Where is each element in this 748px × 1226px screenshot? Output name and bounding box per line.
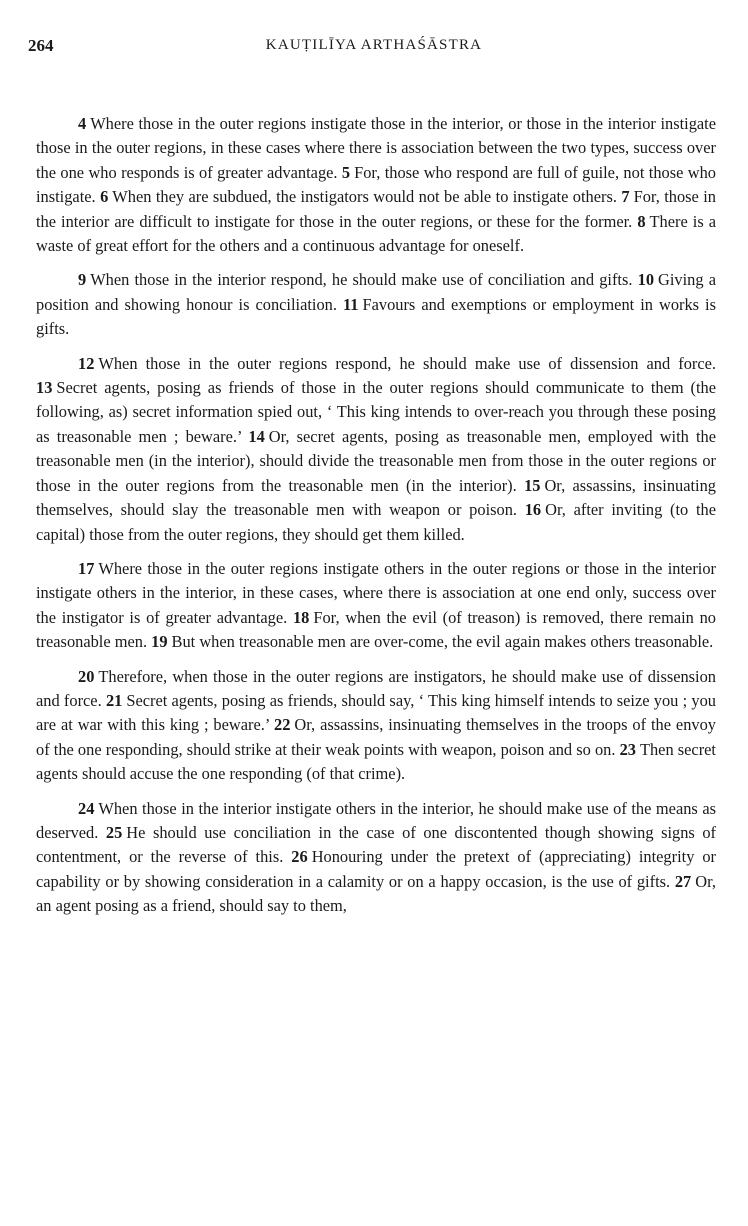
sentence-number: 16 [524,500,542,520]
sentence-text: For, when the evil (of treason) is removed, there remain no treasonable men. [36,607,716,652]
sentence-text: Where those in the outer regions instigate those in the interior, or those in the interior instigate those in the outer regions, in these cases where there is association between the two types, success over the one who responds is of greater advantage. [36,114,716,182]
sentence-text: For, those in the interior are difficult to instigate for those in the outer regions, or these for the former. [36,187,716,231]
sentence-text: Secret agents, posing as friends of those in the outer regions should communicate to them (the following, as) secret information spied out, ‘ This king intends to over-reach you through these posing as treasonable men ; beware.’ [36,378,716,446]
sentence-text: Then secret agents should accuse the one responding (of that crime). [36,739,716,784]
paragraph [36,112,716,258]
sentence-number: 17 [78,558,95,578]
sentence-number: 6 [100,187,109,207]
sentence-number: 7 [621,187,630,207]
sentence-text: Or, assassins, insinuating themselves in the troops of the envoy of the one responding, should strike at their weak points with weapon, poison and so on. [36,715,716,759]
sentence-text: When those in the outer regions respond, he should make use of dissension and force. [98,353,716,373]
sentence-number: 14 [248,426,265,446]
sentence-number: 20 [78,666,95,686]
sentence-number: 26 [291,847,308,867]
sentence-text: Or, after inviting (to the capital) those from the outer regions, they should get them killed. [36,500,716,544]
sentence-number: 22 [274,715,291,735]
sentence-text: When those in the interior respond, he should make use of conciliation and gifts. [90,270,633,290]
sentence-text: But when treasonable men are over-come, the evil again makes others treasonable. [171,632,714,652]
sentence-text: Favours and exemptions or employment in works is gifts. [36,294,716,339]
sentence-number: 13 [36,378,53,398]
sentence-text: There is a waste of great effort for the others and a continuous advantage for oneself. [36,211,716,256]
sentence-number: 11 [343,294,359,314]
sentence-text: Where those in the outer regions instigate others in the outer regions or those in the interior instigate others in the interior, in these cases, where there is association at one end only, success over the instigator is of greater advantage. [36,558,716,627]
sentence-text: Honouring under the pretext of (appreciating) integrity or capability or by showing consideration in a calamity or on a happy occasion, is the use of gifts. [36,847,716,891]
sentence-number: 18 [292,607,310,627]
sentence-number: 27 [674,871,692,891]
sentence-number: 8 [637,211,646,231]
sentence-number: 19 [151,632,168,652]
page-number: 264 [28,36,54,55]
sentence-text: Or, an agent posing as a friend, should say to them, [36,871,716,916]
paragraph [36,557,716,655]
sentence-number: 10 [637,270,655,290]
sentence-text: When they are subdued, the instigators would not be able to instigate others. [112,187,617,207]
sentence-number: 5 [341,162,351,182]
running-title: KAUṬILĪYA ARTHAŚĀSTRA [265,37,483,53]
sentence-number: 24 [78,798,95,818]
body-text [36,112,716,929]
paragraph [36,352,716,547]
sentence-text: He should use conciliation in the case of one discontented though showing signs of contentment, or the reverse of this. [36,822,716,867]
sentence-text: Giving a position and showing honour is conciliation. [36,270,716,314]
sentence-text: When those in the interior instigate others in the interior, he should make use of the means as deserved. [36,798,716,842]
sentence-number: 12 [78,353,95,373]
sentence-number: 9 [78,270,87,290]
sentence-number: 15 [524,475,541,495]
sentence-text: For, those who respond are full of guile, not those who instigate. [36,162,716,207]
sentence-text: Or, assassins, insinuating themselves, should slay the treasonable men with weapon or poison. [36,475,716,520]
paragraph [36,268,716,341]
sentence-number: 4 [78,114,87,133]
paragraph [36,665,716,787]
paragraph [36,797,716,919]
sentence-number: 21 [105,690,123,710]
sentence-text: Or, secret agents, posing as treasonable men, employed with the treasonable men (in the interior), should divide the treasonable men from those in the outer regions or those in the outer regions from the treasonable men (in the interior). [36,426,716,495]
page-header [0,36,748,60]
sentence-number: 23 [619,739,636,759]
sentence-number: 25 [105,822,123,842]
sentence-text: Secret agents, posing as friends, should say, ‘ This king himself intends to seize you ; you are at war with this king ; beware.’ [36,690,716,735]
sentence-text: Therefore, when those in the outer regions are instigators, he should make use of dissension and force. [36,666,716,710]
